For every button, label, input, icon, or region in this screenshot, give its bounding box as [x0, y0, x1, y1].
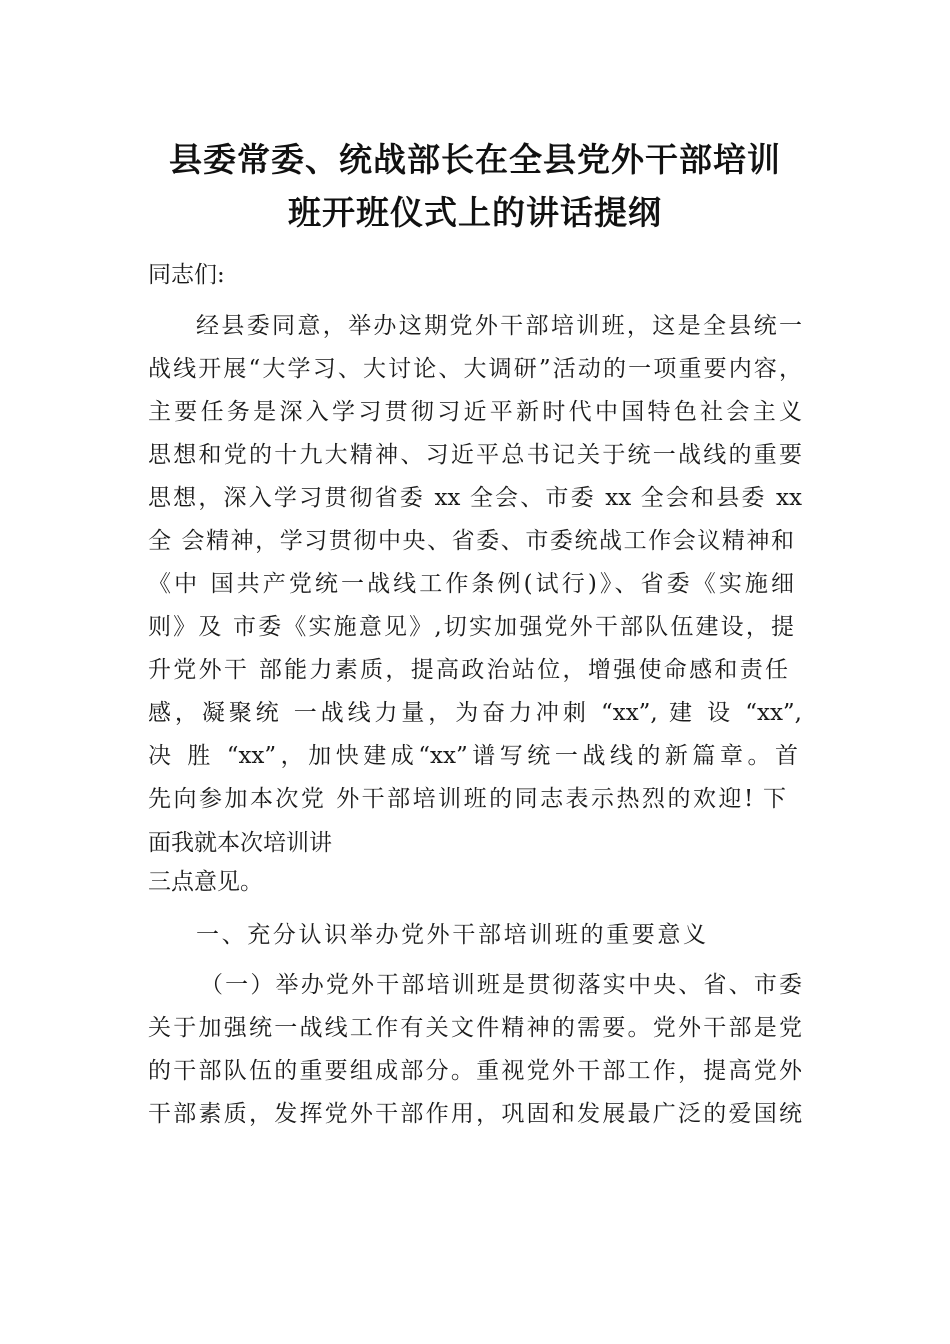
- intro-line: 升党外干 部能力素质，提高政治站位，增强使命感和责任: [148, 657, 788, 683]
- intro-line: 思想和党的十九大精神、习近平总书记关于统一战线的重要: [148, 442, 802, 468]
- section-body-line: 的干部队伍的重要组成部分。重视党外干部工作，提高党外: [148, 1058, 802, 1084]
- intro-line: 经县委同意，举办这期党外干部培训班，这是全县统一: [196, 313, 802, 339]
- section-heading: 一、充分认识举办党外干部培训班的重要意义: [196, 922, 706, 948]
- intro-line: 先向参加本次党 外干部培训班的同志表示热烈的欢迎! 下: [148, 786, 786, 812]
- document-title-line-1: 县委常委、统战部长在全县党外干部培训: [169, 140, 781, 179]
- salutation: 同志们:: [148, 262, 225, 288]
- intro-line: 面我就本次培训讲: [148, 830, 332, 856]
- intro-line: 决 胜 “xx”，加快建成“xx”谱写统一战线的新篇章。首: [148, 743, 798, 769]
- document-title-line-2: 班开班仪式上的讲话提纲: [288, 193, 662, 232]
- intro-line: 三点意见。: [148, 869, 263, 895]
- section-body-line: （一）举办党外干部培训班是贯彻落实中央、省、市委: [200, 972, 802, 998]
- section-body-line: 干部素质，发挥党外干部作用，巩固和发展最广泛的爱国统: [148, 1101, 802, 1127]
- section-body-line: 关于加强统一战线工作有关文件精神的需要。党外干部是党: [148, 1015, 802, 1041]
- intro-line: 战线开展“大学习、大讨论、大调研”活动的一项重要内容，: [148, 356, 802, 382]
- intro-line: 感，凝聚统 一战线力量，为奋力冲刺 “xx”, 建 设 “xx”,: [148, 700, 802, 726]
- intro-line: 全 会精神，学习贯彻中央、省委、市委统战工作会议精神和: [148, 528, 794, 554]
- intro-line: 主要任务是深入学习贯彻习近平新时代中国特色社会主义: [148, 399, 802, 425]
- intro-line: 则》及 市委《实施意见》,切实加强党外干部队伍建设，提: [148, 614, 794, 640]
- intro-line: 《中 国共产党统一战线工作条例(试行)》、省委《实施细: [148, 571, 794, 597]
- intro-line: 思想，深入学习贯彻省委 xx 全会、市委 xx 全会和县委 xx: [148, 485, 802, 511]
